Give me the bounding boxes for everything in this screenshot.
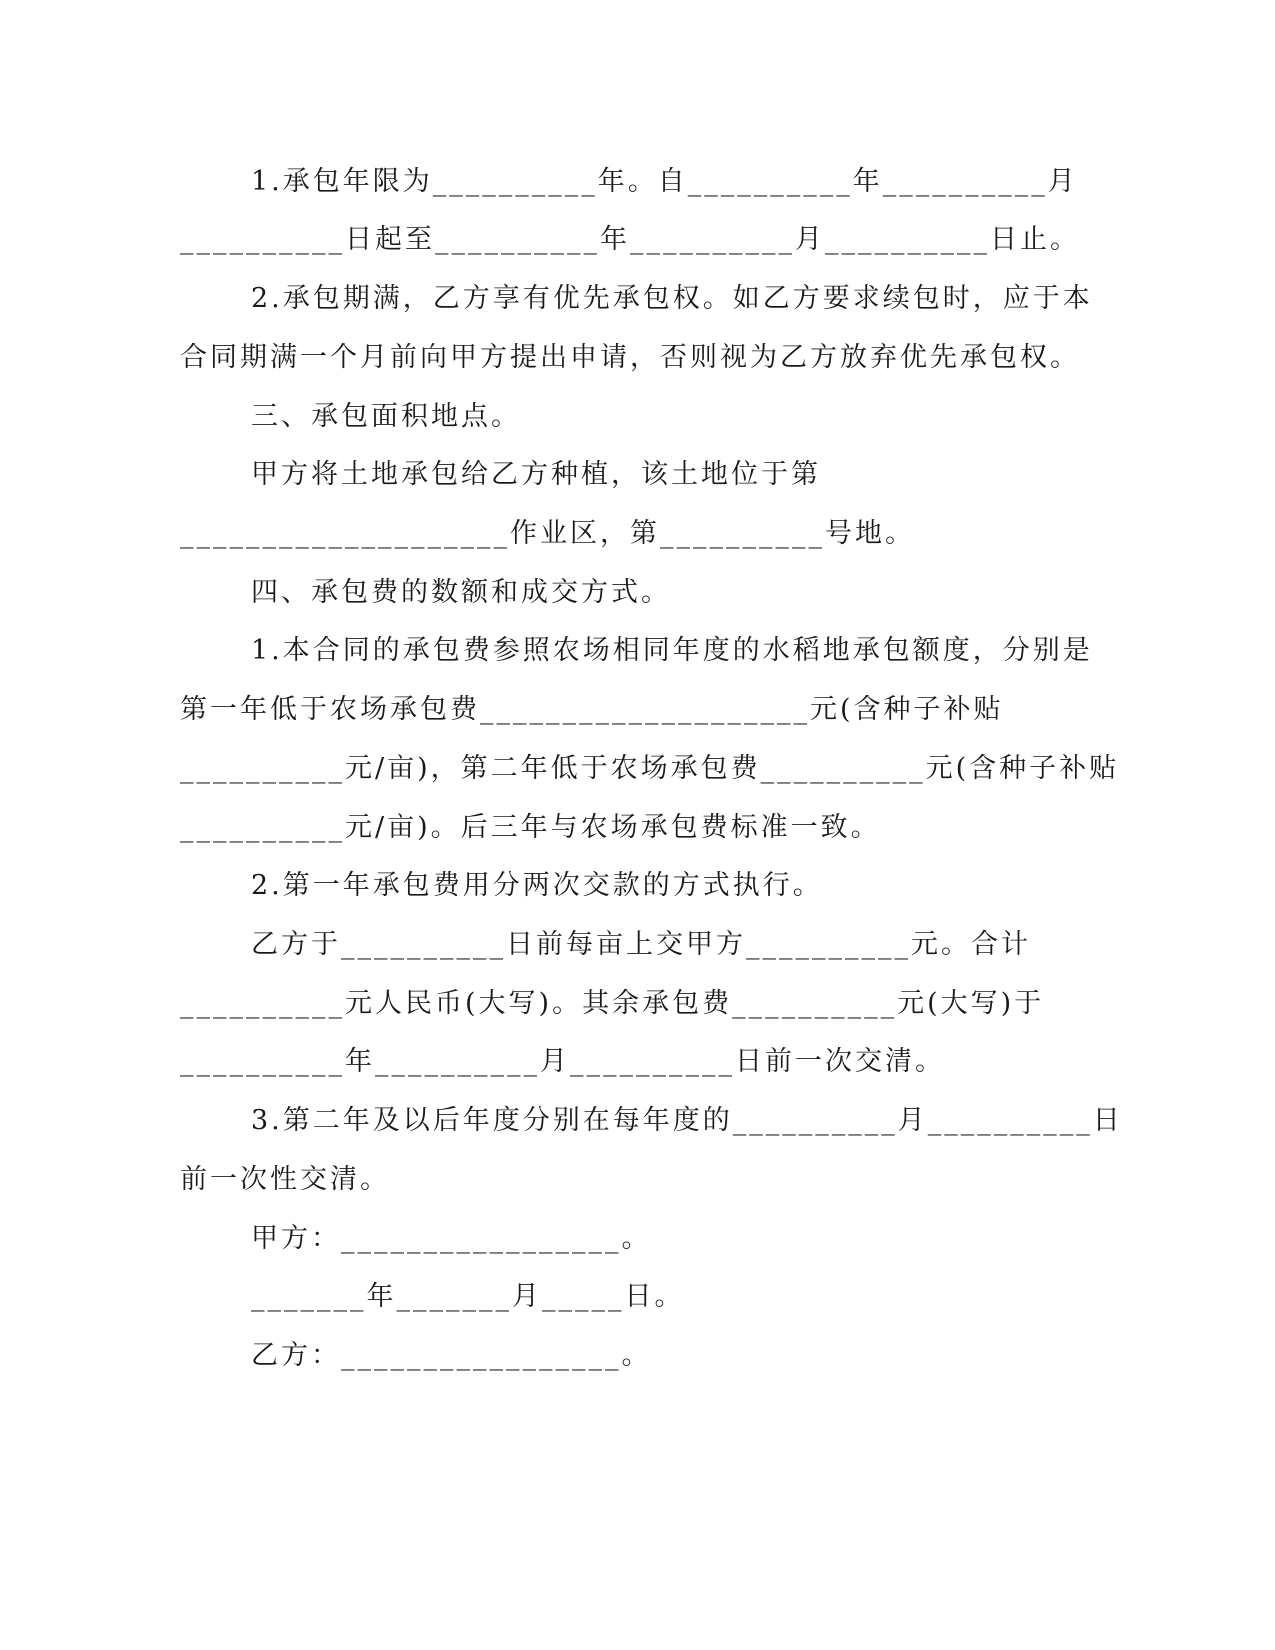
line-text: 甲方：_________________。 [251,1223,652,1254]
text-line-16 [180,1042,945,1102]
text-line-4 [180,338,1080,398]
line-text: 1.本合同的承包费参照农场相同年度的水稻地承包额度，分别是 [251,635,1093,666]
line-text: 2.承包期满，乙方享有优先承包权。如乙方要求续包时，应于本 [251,283,1093,314]
text-line-2 [180,220,1080,280]
text-line-10 [180,690,1004,750]
line-text: ____________________作业区，第__________号地。 [180,518,915,549]
line-text: 乙方于__________日前每亩上交甲方__________元。合计 [251,929,1031,960]
text-line-11 [180,749,1119,809]
line-text: __________元/亩)。后三年与农场承包费标准一致。 [180,812,881,843]
line-text: 甲方将土地承包给乙方种植，该土地位于第 [251,459,821,490]
text-line-12 [180,808,881,868]
text-line-1 [251,162,1078,222]
line-text: 乙方：_________________。 [251,1340,652,1371]
line-text: __________元/亩)，第二年低于农场承包费__________元(含种子补贴 [180,753,1120,784]
text-line-3 [251,279,1093,339]
text-line-17 [251,1101,1123,1161]
party-b-signature [251,1336,652,1396]
line-text: 合同期满一个月前向甲方提出申请，否则视为乙方放弃优先承包权。 [180,342,1080,373]
line-text: 四、承包费的数额和成交方式。 [251,577,671,608]
party-a-signature [251,1219,652,1279]
line-text: __________日起至__________年__________月__________日止。 [180,224,1080,255]
text-line-14 [251,925,1031,985]
signature-date [251,1277,685,1337]
text-line-6 [251,455,821,515]
line-text: _______年_______月_____日。 [251,1281,685,1312]
text-line-18 [180,1160,390,1220]
text-line-7 [180,514,915,574]
section-heading-4 [251,573,671,633]
line-text: __________年__________月__________日前一次交清。 [180,1046,945,1077]
text-line-15 [180,984,1044,1044]
line-text: 第一年低于农场承包费____________________元(含种子补贴 [180,694,1004,725]
section-heading-3 [251,397,521,457]
line-text: 三、承包面积地点。 [251,401,521,432]
line-text: 1.承包年限为__________年。自__________年__________月 [251,166,1078,197]
text-line-9 [251,631,1093,691]
line-text: 3.第二年及以后年度分别在每年度的__________月__________日 [251,1105,1123,1136]
line-text: __________元人民币(大写)。其余承包费__________元(大写)于 [180,988,1045,1019]
line-text: 前一次性交清。 [180,1164,390,1195]
text-line-13 [251,866,823,926]
line-text: 2.第一年承包费用分两次交款的方式执行。 [251,870,823,901]
